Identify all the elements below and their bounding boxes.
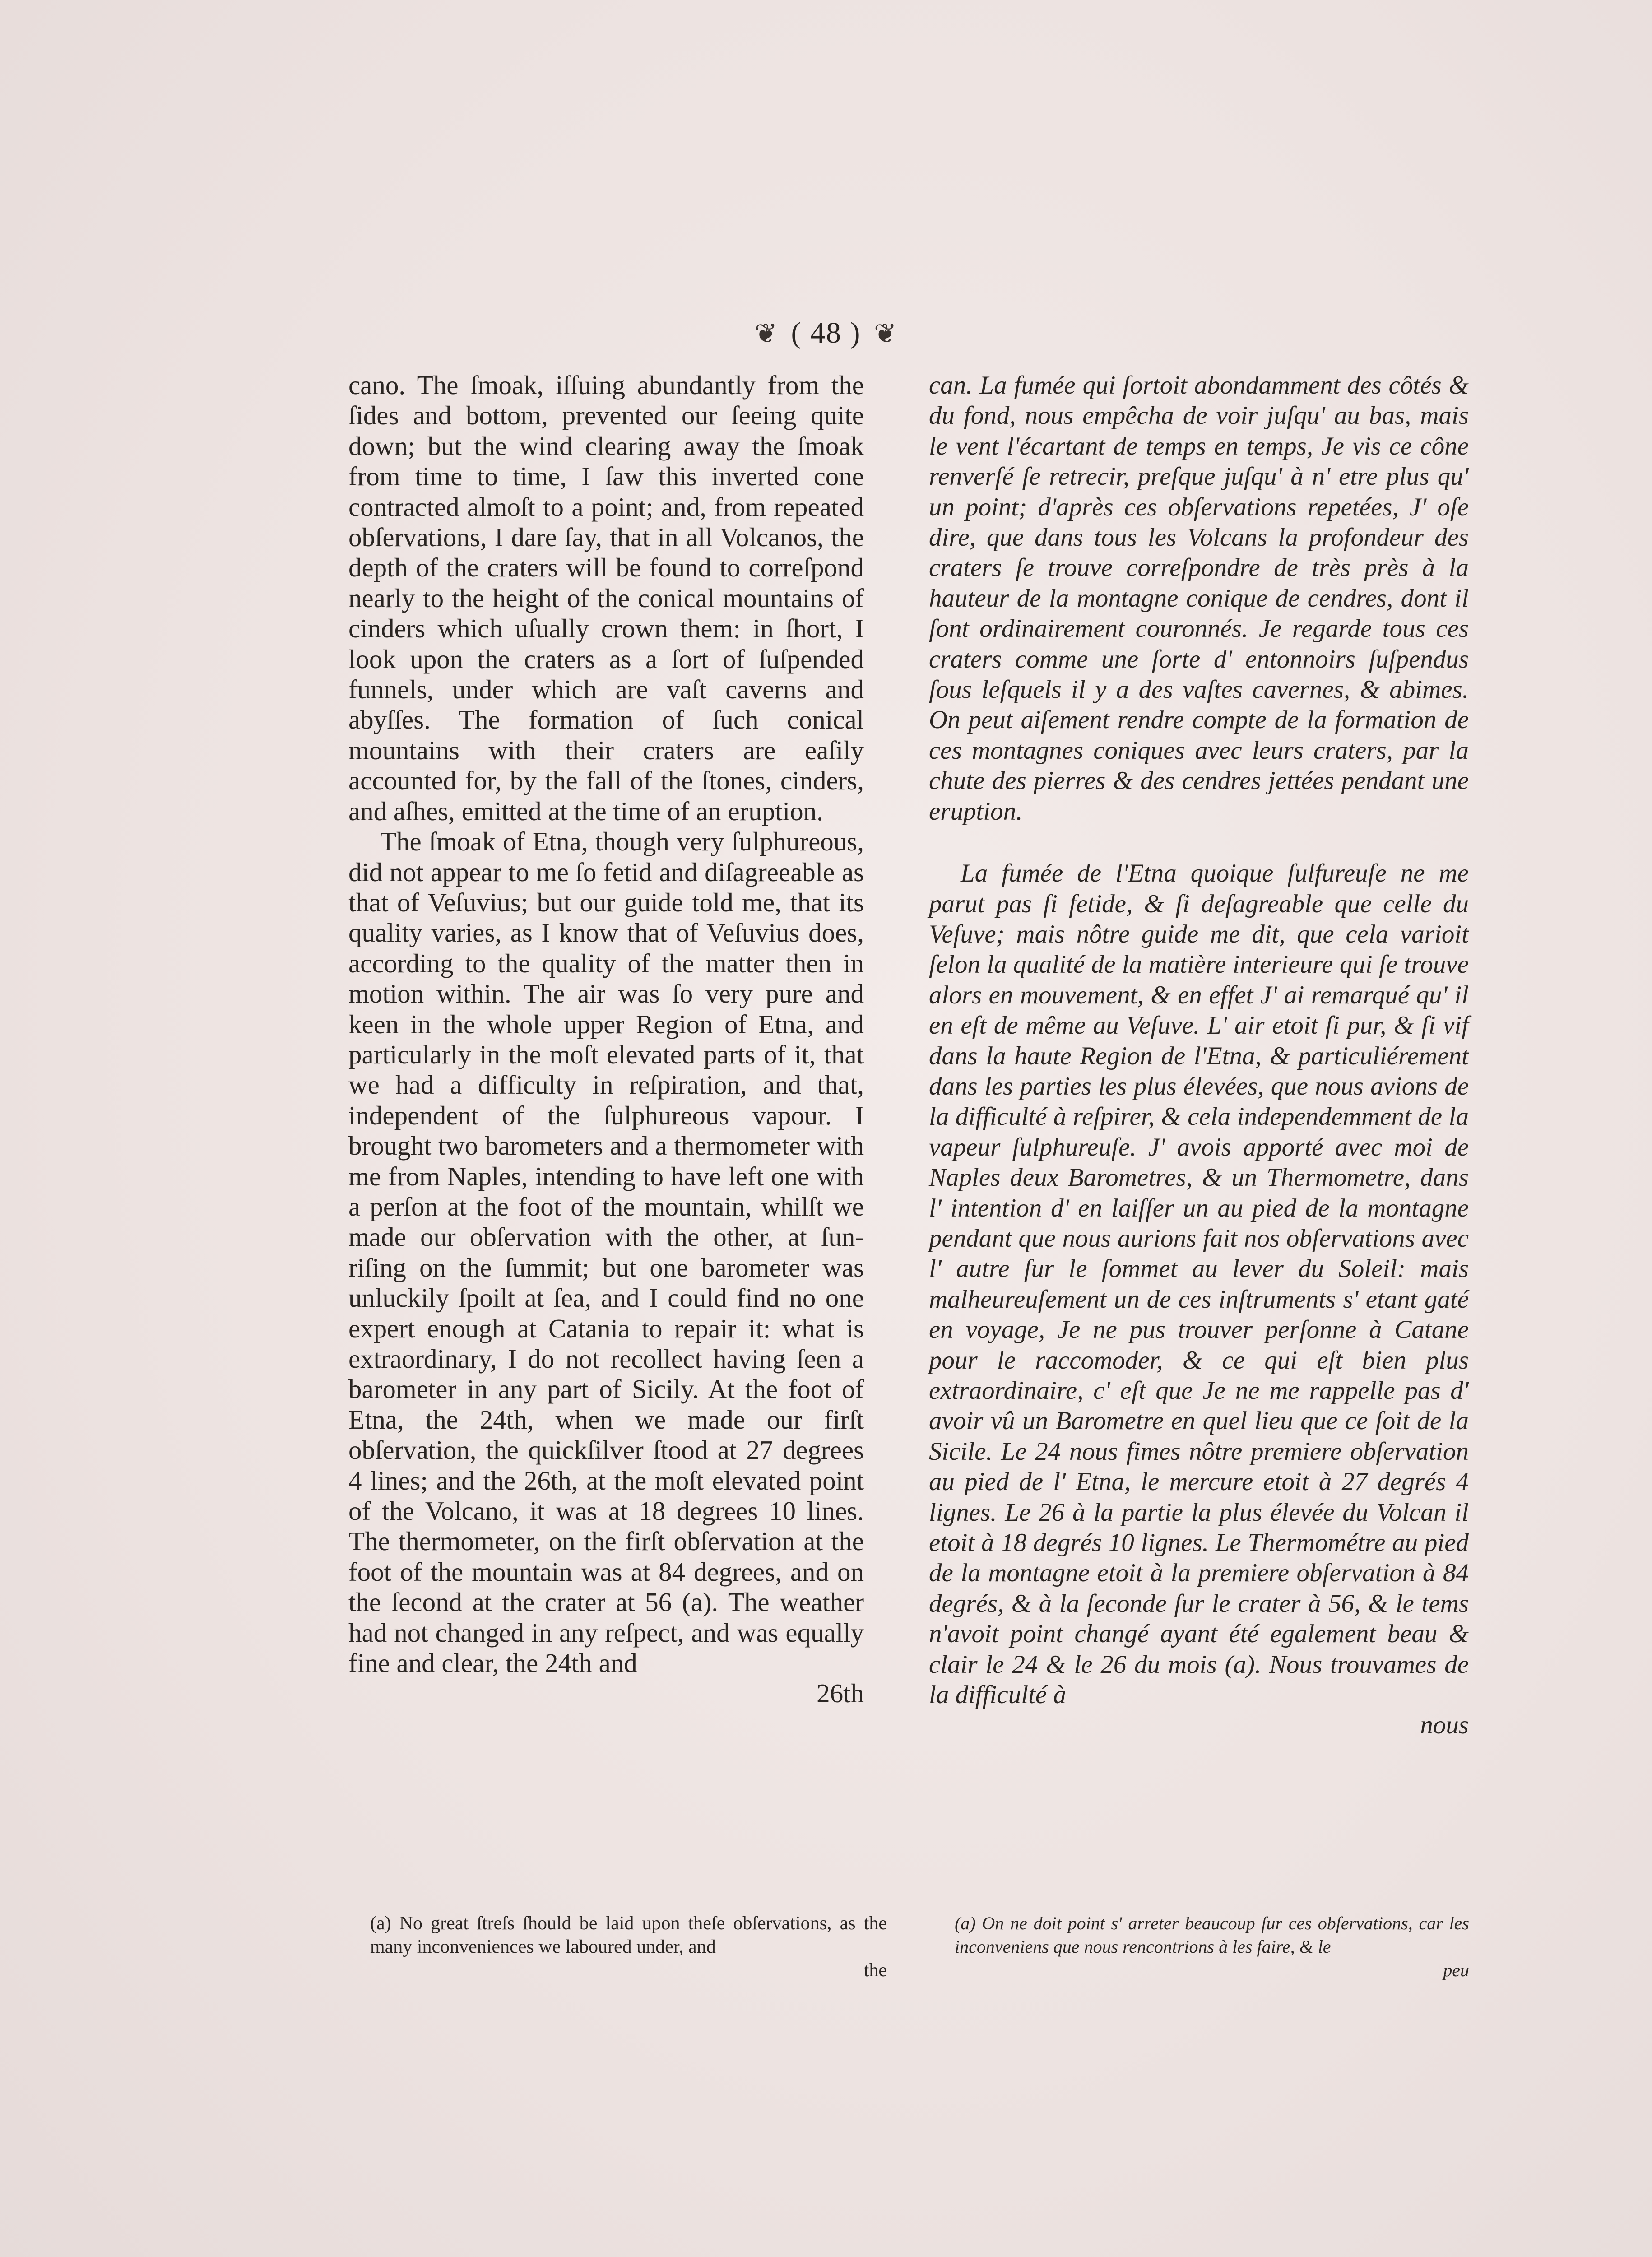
english-paragraph-2: The ſmoak of Etna, though very ſulphureous, did not appear to me ſo fetid and diſagreeable as that of Veſuvius; but our guide told me, that its quality varies, as I know that of Veſuvius does, according to the quality of the matter then in motion within. The air was ſo very pure and keen in the whole upper Region of Etna, and particularly in the moſt elevated parts of it, that we had a difficulty in reſpiration, and that, independent of the ſulphureous vapour. I brought two barometers and a thermometer with me from Naples, intending to have left one with a perſon at the foot of the mountain, whilſt we made our obſervation with the other, at ſun-riſing on the ſummit; but one barometer was unluckily ſpoilt at ſea, and I could find no one expert enough at Catania to repair it: what is extraordinary, I do not recollect having ſeen a barometer in any part of Sicily. At the foot of Etna, the 24th, when we made our firſt obſervation, the quickſilver ſtood at 27 degrees 4 lines; and the 26th, at the moſt elevated point of the Volcano, it was at 18 degrees 10 lines. The thermometer, on the firſt obſervation at the foot of the mountain was at 84 degrees, and on the ſecond at the crater at 56 (a). The weather had not changed in any reſpect, and was equally fine and clear, the 24th and [348,827,864,1678]
french-paragraph-2: La fumée de l'Etna quoique ſulfureuſe ne me parut pas ſi fetide, & ſi deſagreable que celle du Veſuve; mais nôtre guide me dit, que cela varioit ſelon la qualité de la matière interieure qui ſe trouve alors en mouvement, & en effet J' ai remarqué qu' il en eſt de même au Veſuve. L' air etoit ſi pur, & ſi vif dans la haute Region de l'Etna, & particuliérement dans les parties les plus élevées, que nous avions de la difficulté à reſpirer, & cela independemment de la vapeur ſulphureuſe. J' avois apporté avec moi de Naples deux Barometres, & un Thermometre, dans l' intention d' en laiſſer un au pied de la montagne pendant que nous aurions fait nos obſervations avec l' autre ſur le ſommet au lever du Soleil: mais malheureuſement un de ces inſtruments s' etant gaté en voyage, Je ne pus trouver perſonne à Catane pour le raccomoder, & ce qui eſt bien plus extraordinaire, c' eſt que Je ne me rappelle pas d' avoir vû un Barometre en quel lieu que ce ſoit de la Sicile. Le 24 nous fimes nôtre premiere obſervation au pied de l' Etna, le mercure etoit à 27 degrés 4 lignes. Le 26 à la partie la plus élevée du Volcan il etoit à 18 degrés 10 lignes. Le Thermométre au pied de la montagne etoit à la premiere obſervation à 84 degrés, & à la ſeconde ſur le crater à 56, & le tems n'avoit point changé ayant été egalement beau & clair le 24 & le 26 du mois (a). Nous trouvames de la difficulté à [929,859,1469,1709]
french-footnote [955,1912,1469,1982]
page-number: ( 48 ) [791,316,861,349]
english-paragraph-1: cano. The ſmoak, iſſuing abundantly from the ſides and bottom, prevented our ſeeing quite down; but the wind clearing away the ſmoak from time to time, I ſaw this inverted cone contracted almoſt to a point; and, from repeated obſervations, I dare ſay, that in all Volcanos, the depth of the craters will be found to correſpond nearly to the height of the conical mountains of cinders which uſually crown them: in ſhort, I look upon the craters as a ſort of ſuſpended funnels, under which are vaſt caverns and abyſſes. The formation of ſuch conical mountains with their craters are eaſily accounted for, by the fall of the ſtones, cinders, and aſhes, emitted at the time of an eruption. [348,370,864,826]
english-footnote-text: (a) No great ſtreſs ſhould be laid upon theſe obſervations, as the many inconveniences we laboured under, and [370,1913,887,1957]
english-catchword: 26th [817,1678,864,1709]
english-footnote-catchword: the [863,1960,887,1981]
french-footnote-catchword: peu [1443,1960,1469,1980]
english-column [348,370,864,1709]
page-header [0,316,1652,350]
french-paragraph-1: can. La fumée qui ſortoit abondamment des côtés & du fond, nous empêcha de voir juſqu' au bas, mais le vent l'écartant de temps en temps, Je vis ce cône renverſé ſe retrecir, preſque juſqu' à n' etre plus qu' un point; d'après ces obſervations repetées, J' oſe dire, que dans tous les Volcans la profondeur des craters ſe trouve correſpondre de très près à la hauteur de la montagne conique de cendres, dont il ſont ordinairement couronnés. Je regarde tous ces craters comme une ſorte d' entonnoirs ſuſpendus ſous leſquels il y a des vaſtes cavernes, & abimes. On peut aiſement rendre compte de la formation de ces montagnes coniques avec leurs craters, par la chute des pierres & des cendres jettées pendant une eruption. [929,371,1469,826]
english-footnote [370,1912,887,1982]
french-column [929,370,1469,1741]
ornament-right-icon: ❦ [873,319,898,348]
french-catchword: nous [1420,1711,1469,1740]
ornament-left-icon: ❦ [754,319,779,348]
french-footnote-text: (a) On ne doit point s' arreter beaucoup ſur ces obſervations, car les inconveniens que nous rencontrions à les faire, & le [955,1913,1469,1957]
